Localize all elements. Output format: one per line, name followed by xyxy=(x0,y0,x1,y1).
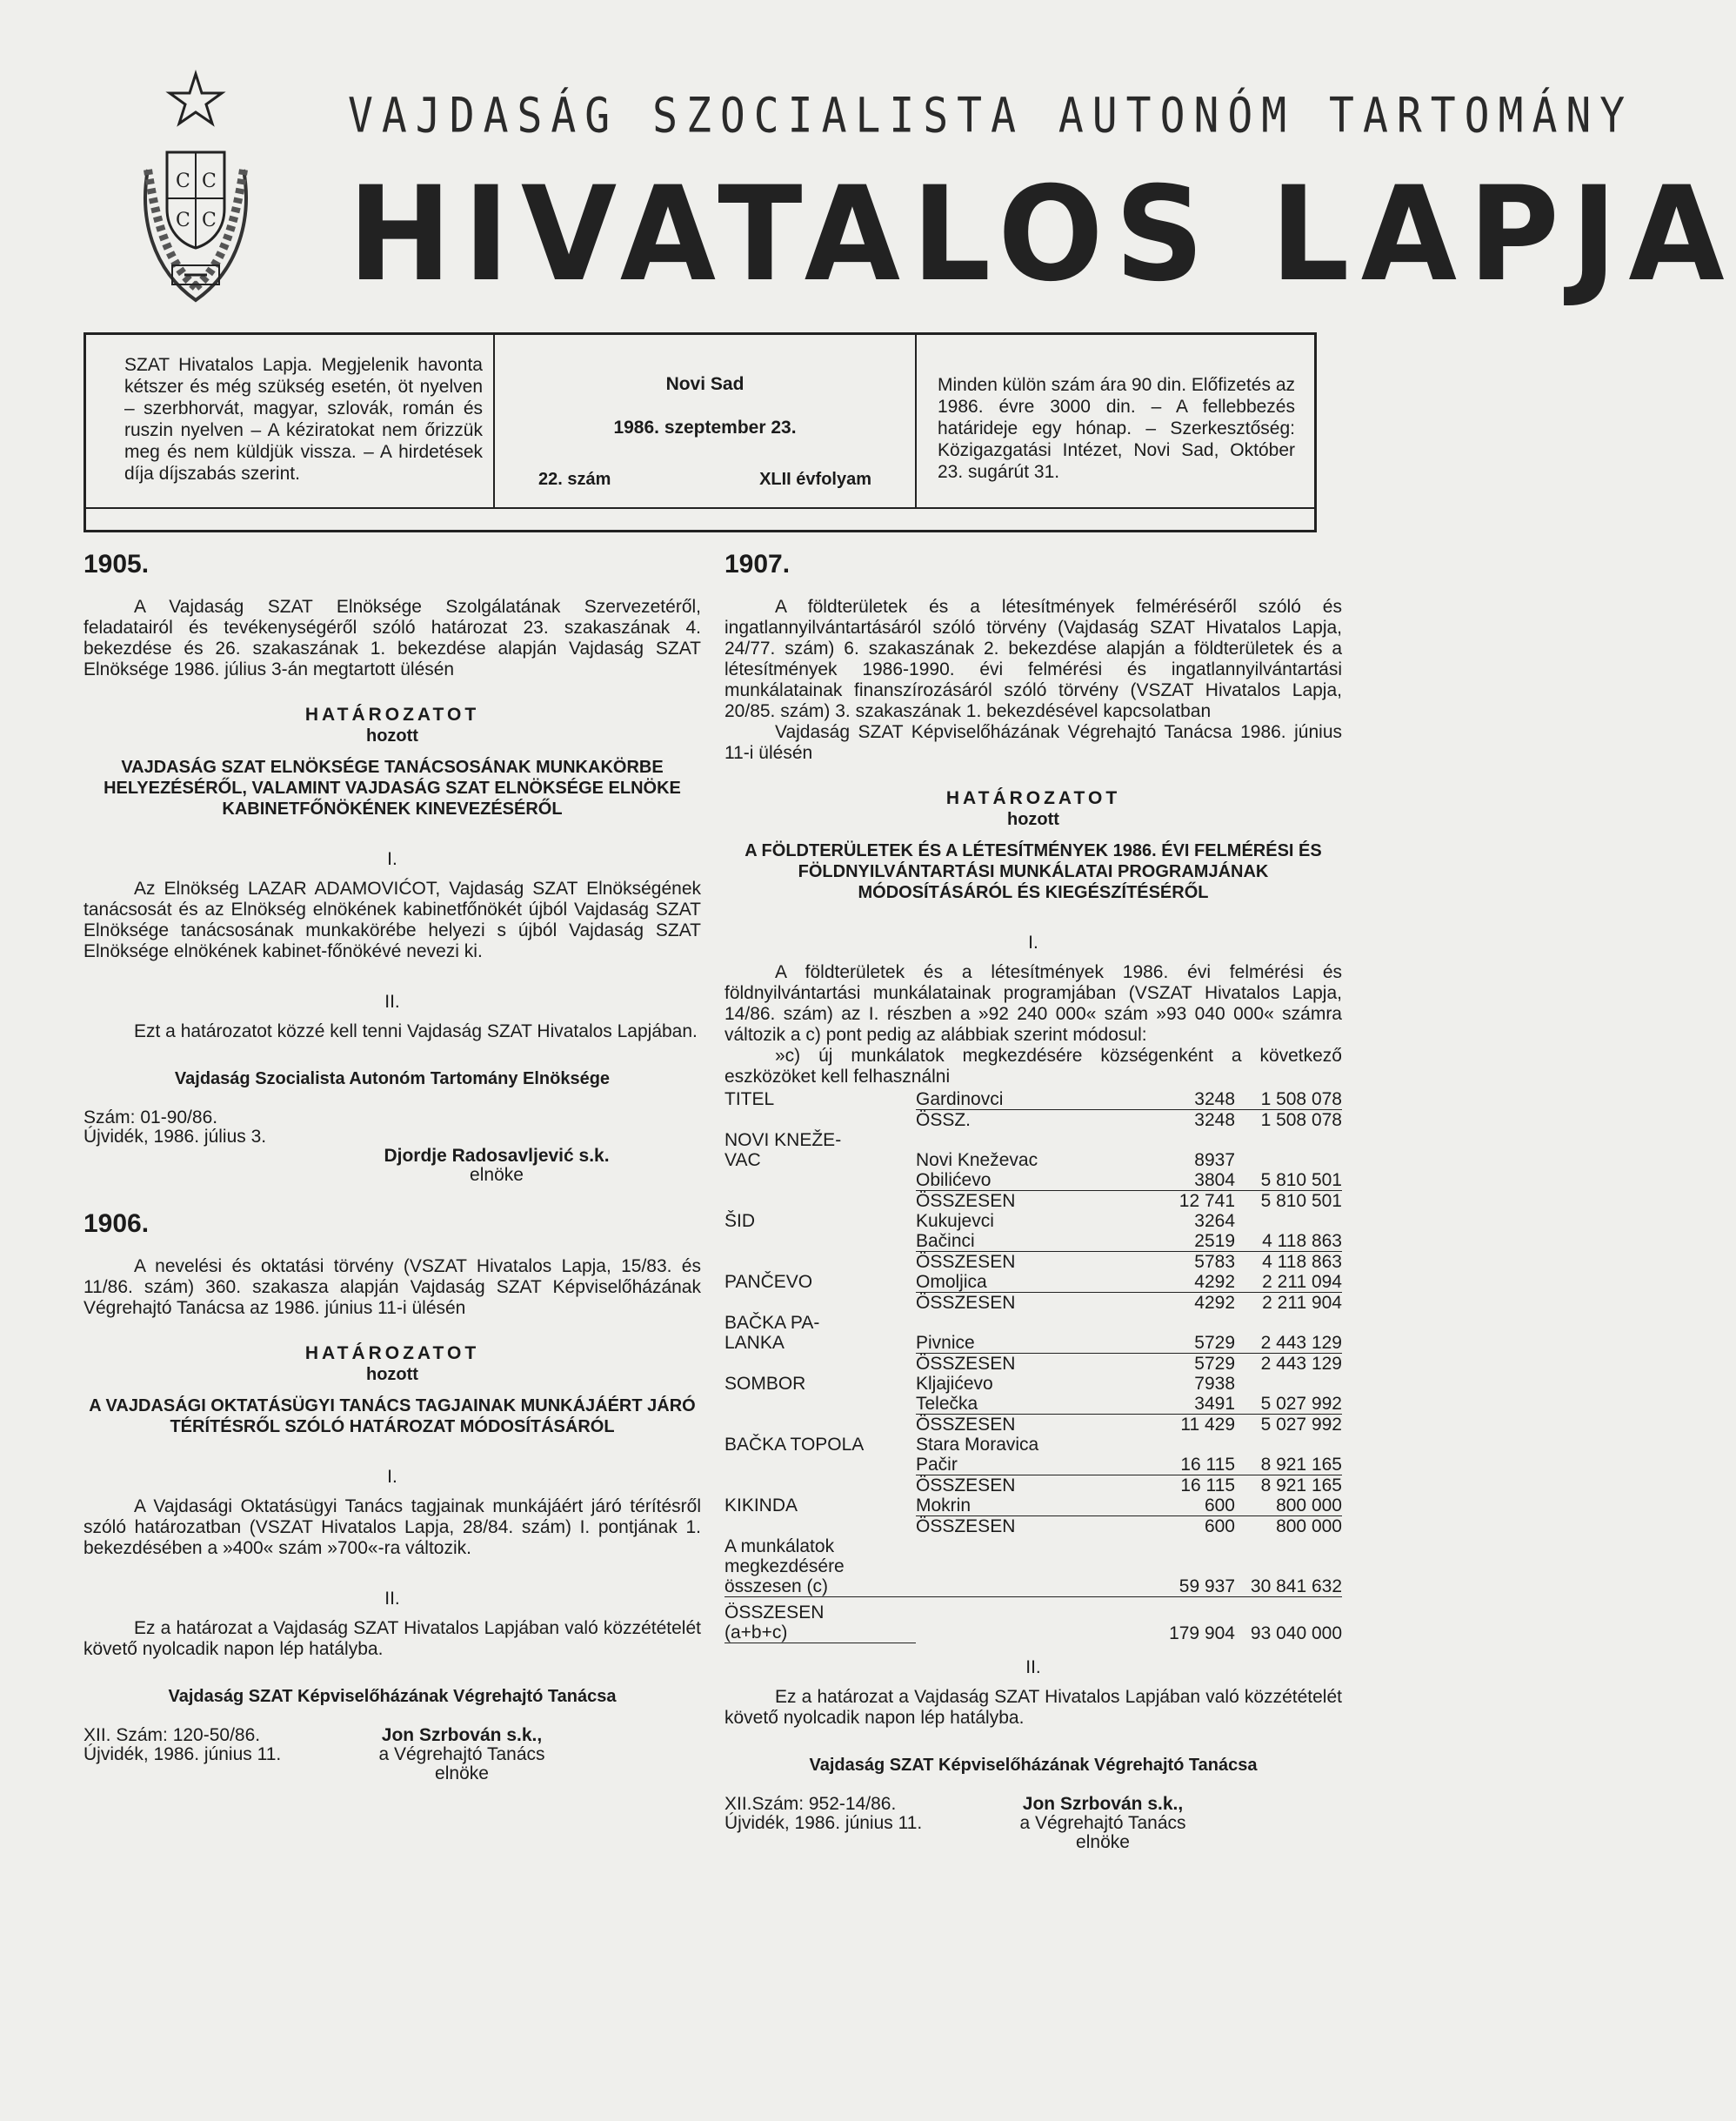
table-region-cell xyxy=(724,1110,916,1131)
doc-1907-issuer: Vajdaság SZAT Képviselőházának Végrehajtó Tanácsa xyxy=(809,1756,1258,1775)
svg-text:C: C xyxy=(202,210,217,231)
table-value-2-cell: 8 921 165 xyxy=(1242,1455,1342,1475)
table-value-2-cell: 4 118 863 xyxy=(1262,1252,1342,1272)
doc-1905-issuer: Vajdaság Szocialista Autonóm Tartomány Elnöksége xyxy=(174,1069,611,1088)
doc-1906-section-1: I. xyxy=(387,1467,397,1487)
table-value-2-cell: 5 027 992 xyxy=(1260,1415,1342,1435)
sum-all-label-2: (a+b+c) xyxy=(724,1623,788,1643)
table-place-cell: Omoljica xyxy=(916,1272,1142,1293)
doc-1906-hozott: hozott xyxy=(366,1365,418,1384)
doc-1905-intro: A Vajdaság SZAT Elnöksége Szolgálatának Szervezetéről, feladatairól és tevékenységéről szóló határozat 23. szakaszának 4. bekezdése és 26. szakaszának 1. bekezdése alapján Vajdaság SZAT Elnöksége 1986. július 3-án megtartott ülésén xyxy=(83,597,701,679)
table-value-2-cell xyxy=(1242,1435,1342,1455)
sum-c-spacer xyxy=(916,1536,1142,1597)
doc-1906-signer-role-1: a Végrehajtó Tanács xyxy=(378,1744,545,1764)
table-row xyxy=(724,1415,1342,1435)
table-region-cell: BAČKA PA- xyxy=(724,1313,820,1333)
table-value-1-cell: 4292 xyxy=(1194,1293,1235,1313)
doc-1907-title: A FÖLDTERÜLETEK ÉS A LÉTESÍTMÉNYEK 1986. ÉVI FELMÉRÉSI ÉS FÖLDNYILVÁNTARTÁSI MUNKÁLATAI PROGRAMJÁNAK MÓDOSÍTÁSÁRÓL ÉS KIEGÉSZÍTÉSÉRŐL xyxy=(744,841,1322,902)
table-region-cell xyxy=(724,1475,916,1496)
doc-1907-section-2: II. xyxy=(1025,1657,1041,1677)
table-value-2-cell: 2 211 094 xyxy=(1242,1272,1342,1293)
table-value-2-cell: 800 000 xyxy=(1276,1516,1342,1536)
sum-c-value-2: 30 841 632 xyxy=(1250,1576,1342,1596)
table-value-1-cell: 3491 xyxy=(1142,1394,1242,1415)
table-row xyxy=(724,1435,1342,1455)
doc-1907-para-1: A földterületek és a létesítmények 1986. évi felmérési és földnyilvántartási munkálatainak programjában (VSZAT Hivatalos Lapja, 14/86. szám) az I. részben a »92 240 000« szám »93 040 000« számra változik a c) pont pedig az alábbiak szerint módosul: xyxy=(724,962,1342,1045)
masthead-title xyxy=(348,159,1736,311)
table-row xyxy=(724,1170,1342,1191)
info-pricing-note: Minden külön szám ára 90 din. Előfizetés az 1986. évre 3000 din. – A fellebbezés határideje egy hónap. – Szerkesztőség: Közigazgatási Intézet, Novi Sad, Október 23. sugárút 31. xyxy=(917,335,1314,509)
table-place-cell: Novi Kneževac xyxy=(916,1150,1038,1170)
sum-c-value-1: 59 937 xyxy=(1178,1576,1235,1596)
table-place-cell: Gardinovci xyxy=(916,1089,1142,1110)
svg-text:C: C xyxy=(202,171,217,192)
table-value-1-cell: 12 741 xyxy=(1178,1191,1235,1211)
doc-1907-signer: Jon Szrbován s.k., xyxy=(1022,1794,1184,1814)
doc-1905-meta xyxy=(83,1108,701,1147)
doc-1905-title: VAJDASÁG SZAT ELNÖKSÉGE TANÁCSOSÁNAK MUNKAKÖRBE HELYEZÉSÉRŐL, VALAMINT VAJDASÁG SZAT ELNÖKSÉGE ELNÖKE KABINETFŐNÖKÉNEK KINEVEZÉSÉRŐL xyxy=(103,758,681,819)
table-row xyxy=(724,1272,1342,1293)
issue-volume: XLII évfolyam xyxy=(759,470,871,489)
table-value-2-cell: 1 508 078 xyxy=(1260,1110,1342,1130)
table-row xyxy=(724,1394,1342,1415)
doc-1905-para-2: Ezt a határozatot közzé kell tenni Vajdaság SZAT Hivatalos Lapjában. xyxy=(134,1021,698,1041)
doc-1905-para-1: Az Elnökség LAZAR ADAMOVIĆOT, Vajdaság SZAT Elnökségének tanácsosát és az Elnökség elnökének kabinetfőnökét újból Vajdaság SZAT Elnöksége tanácsosának munkakörébe helyezi s újból Vajdaság SZAT Elnöksége elnökének kabinet-főnökévé nevezi ki. xyxy=(83,879,701,961)
table-place-cell: ÖSSZESEN xyxy=(916,1191,1016,1211)
table-row xyxy=(724,1293,1342,1314)
table-place-cell: ÖSSZ. xyxy=(916,1110,971,1130)
sum-all-label-1: ÖSSZESEN xyxy=(724,1602,825,1623)
table-value-1-cell: 8937 xyxy=(1194,1150,1235,1170)
funding-table xyxy=(724,1089,1342,1643)
right-column xyxy=(724,550,1342,1864)
table-value-2-cell xyxy=(1242,1150,1342,1170)
table-place-cell: Bačinci xyxy=(916,1231,1142,1252)
table-row xyxy=(724,1374,1342,1394)
table-row xyxy=(724,1231,1342,1252)
info-publication-note: SZAT Hivatalos Lapja. Megjelenik havonta kétszer és még szükség esetén, öt nyelven – szerbhorvát, magyar, szlovák, román és ruszin nyelven – A kéziratokat nem őrizzük meg és nem küldjük vissza. – A hirdetések díja díjszabás szerint. xyxy=(86,335,495,509)
table-region-cell xyxy=(724,1415,916,1435)
doc-1907-signature xyxy=(959,1795,1246,1852)
doc-1907-place-date: Újvidék, 1986. június 11. xyxy=(724,1813,923,1833)
doc-1906-meta xyxy=(83,1726,281,1764)
doc-1906-title: A VAJDASÁGI OKTATÁSÜGYI TANÁCS TAGJAINAK MUNKÁJÁÉRT JÁRÓ TÉRÍTÉSRŐL SZÓLÓ HATÁROZAT MÓDOSÍTÁSÁRÓL xyxy=(89,1396,696,1436)
table-value-2-cell xyxy=(1242,1130,1342,1150)
masthead-title-text: HIVATALOS LAPJA xyxy=(348,159,1736,311)
table-row xyxy=(724,1475,1342,1496)
left-column xyxy=(83,550,701,1796)
table-region-cell xyxy=(724,1516,916,1537)
doc-1905-hozott: hozott xyxy=(366,726,418,746)
doc-1905-signer-role: elnöke xyxy=(470,1165,524,1185)
table-region-cell: BAČKA TOPOLA xyxy=(724,1435,865,1455)
table-row xyxy=(724,1089,1342,1110)
table-place-cell: Telečka xyxy=(916,1394,1142,1415)
table-value-1-cell: 4292 xyxy=(1142,1272,1242,1293)
table-value-1-cell: 16 115 xyxy=(1180,1475,1235,1495)
doc-1905-section-1: I. xyxy=(387,849,397,869)
table-place-cell: Pivnice xyxy=(916,1333,1142,1354)
issue-city: Novi Sad xyxy=(665,374,744,394)
table-place-cell: ÖSSZESEN xyxy=(916,1252,1016,1272)
table-value-2-cell: 8 921 165 xyxy=(1260,1475,1342,1495)
table-place-cell: Stara Moravica xyxy=(916,1435,1039,1455)
doc-1906-signer-role-2: elnöke xyxy=(435,1763,489,1783)
issue-number: 22. szám xyxy=(538,470,611,489)
table-value-1-cell xyxy=(1142,1130,1242,1150)
table-value-2-cell xyxy=(1242,1374,1342,1394)
table-row xyxy=(724,1130,1342,1150)
table-value-1-cell: 3248 xyxy=(1194,1110,1235,1130)
doc-1905-section-2: II. xyxy=(384,992,400,1012)
funding-table-body xyxy=(724,1089,1342,1536)
doc-1907-para-3: Ez a határozat a Vajdaság SZAT Hivatalos Lapjában való közzétételét követő nyolcadik napon lép hatályba. xyxy=(724,1687,1342,1728)
table-row xyxy=(724,1211,1342,1231)
table-value-2-cell: 5 810 501 xyxy=(1260,1191,1342,1211)
doc-1906-para-2: Ez a határozat a Vajdaság SZAT Hivatalos Lapjában való közzétételét követő nyolcadik napon lép hatályba. xyxy=(83,1618,701,1659)
doc-1907-footer xyxy=(724,1795,1342,1864)
table-row xyxy=(724,1333,1342,1354)
table-region-cell: PANČEVO xyxy=(724,1272,813,1292)
table-row xyxy=(724,1150,1342,1170)
coat-of-arms-icon xyxy=(130,70,261,318)
table-row xyxy=(724,1495,1342,1516)
table-value-2-cell: 5 810 501 xyxy=(1242,1170,1342,1191)
sum-all-label xyxy=(724,1597,916,1643)
table-place-cell: ÖSSZESEN xyxy=(916,1354,1016,1374)
table-value-2-cell xyxy=(1242,1211,1342,1231)
table-region-cell: NOVI KNEŽE- xyxy=(724,1130,842,1150)
table-value-1-cell: 600 xyxy=(1142,1495,1242,1516)
table-value-1-cell: 5729 xyxy=(1194,1354,1235,1374)
table-region-cell xyxy=(724,1170,916,1191)
doc-1907-signer-role-2: elnöke xyxy=(1076,1832,1130,1852)
doc-1906-ref: XII. Szám: 120-50/86. xyxy=(83,1725,261,1745)
doc-1907-section-1: I. xyxy=(1028,933,1038,953)
doc-1907-signer-role-1: a Végrehajtó Tanács xyxy=(1019,1813,1186,1833)
doc-1906-section-2: II. xyxy=(384,1589,400,1609)
table-value-2-cell: 1 508 078 xyxy=(1242,1089,1342,1110)
table-region-cell xyxy=(724,1354,916,1375)
table-row xyxy=(724,1516,1342,1537)
table-value-2-cell: 2 443 129 xyxy=(1260,1354,1342,1374)
table-value-1-cell xyxy=(1142,1313,1242,1333)
doc-1906-para-1: A Vajdasági Oktatásügyi Tanács tagjainak munkájáért járó térítésről szóló határozatban (VSZAT Hivatalos Lapja, 28/84. szám) I. pontjának 1. bekezdésében a »400« szám »700«-ra változik. xyxy=(83,1496,701,1558)
masthead-supertitle: VAJDASÁG SZOCIALISTA AUTONÓM TARTOMÁNY xyxy=(348,87,1634,144)
sum-c-row xyxy=(724,1536,1342,1597)
table-place-cell: ÖSSZESEN xyxy=(916,1415,1016,1435)
doc-1906-number: 1906. xyxy=(83,1209,150,1238)
table-region-cell: KIKINDA xyxy=(724,1495,798,1515)
sum-all-row xyxy=(724,1597,1342,1643)
info-issue-center xyxy=(495,335,917,509)
info-box xyxy=(83,332,1317,532)
doc-1907-hozott: hozott xyxy=(1007,810,1059,829)
table-value-2-cell: 4 118 863 xyxy=(1242,1231,1342,1252)
svg-text:C: C xyxy=(176,210,190,231)
table-region-cell: TITEL xyxy=(724,1089,775,1109)
table-region-cell xyxy=(724,1455,916,1475)
table-place-cell: Obilićevo xyxy=(916,1170,1142,1191)
table-place-cell: Pačir xyxy=(916,1455,1142,1475)
doc-1906-intro: A nevelési és oktatási törvény (VSZAT Hivatalos Lapja, 15/83. és 11/86. szám) 360. szakasza alapján Vajdaság SZAT Képviselőházának Végrehajtó Tanácsa az 1986. június 11-i ülésén xyxy=(83,1256,701,1318)
table-row xyxy=(724,1354,1342,1375)
doc-1905-number: 1905. xyxy=(83,550,150,579)
doc-1907-number: 1907. xyxy=(724,550,791,579)
table-place-cell: ÖSSZESEN xyxy=(916,1475,1016,1495)
table-region-cell xyxy=(724,1231,916,1252)
doc-1906-heading: HATÁROZATOT xyxy=(304,1343,480,1363)
table-row xyxy=(724,1110,1342,1131)
table-place-cell: Mokrin xyxy=(916,1495,1142,1516)
table-value-2-cell: 5 027 992 xyxy=(1242,1394,1342,1415)
doc-1907-intro-2: Vajdaság SZAT Képviselőházának Végrehajtó Tanácsa 1986. június 11-i ülésén xyxy=(724,722,1342,763)
doc-1907-meta xyxy=(724,1795,922,1833)
table-value-1-cell: 2519 xyxy=(1142,1231,1242,1252)
table-value-2-cell: 800 000 xyxy=(1242,1495,1342,1516)
table-region-cell: ŠID xyxy=(724,1211,756,1231)
table-place-cell: ÖSSZESEN xyxy=(916,1293,1016,1313)
sum-all-spacer xyxy=(916,1597,1142,1643)
table-value-1-cell: 11 429 xyxy=(1180,1415,1235,1435)
table-row xyxy=(724,1252,1342,1273)
table-value-1-cell xyxy=(1142,1435,1242,1455)
doc-1906-place-date: Újvidék, 1986. június 11. xyxy=(83,1744,282,1764)
doc-1907-intro-1: A földterületek és a létesítmények felméréséről szóló és ingatlannyilvántartásáról szóló törvény (Vajdaság SZAT Hivatalos Lapja, 24/77. szám) 6. szakaszának 2. bekezdése alapján a földterületek és a létesítmények 1986-1990. évi felmérési és ingatlannyilvántartási munkálatainak finanszírozásáról szóló törvény (VSZAT Hivatalos Lapja, 20/85. szám) 3. szakaszának 1. bekezdésével kapcsolatban xyxy=(724,597,1342,721)
doc-1905-signature xyxy=(292,1147,701,1185)
doc-1906-signature xyxy=(318,1726,605,1783)
table-value-1-cell: 16 115 xyxy=(1142,1455,1242,1475)
doc-1907-para-2: »c) új munkálatok megkezdésére községenként a következő eszközöket kell felhasználni xyxy=(724,1046,1342,1087)
table-region-cell xyxy=(724,1394,916,1415)
sum-c-label-1: A munkálatok xyxy=(724,1536,835,1556)
table-place-cell xyxy=(916,1313,1142,1333)
table-value-1-cell: 5729 xyxy=(1142,1333,1242,1354)
table-place-cell: ÖSSZESEN xyxy=(916,1516,1016,1536)
table-value-1-cell: 3264 xyxy=(1194,1211,1235,1231)
table-region-cell xyxy=(724,1293,916,1314)
doc-1907-heading: HATÁROZATOT xyxy=(945,788,1121,808)
table-value-1-cell: 7938 xyxy=(1194,1374,1235,1394)
doc-1906-issuer: Vajdaság SZAT Képviselőházának Végrehajtó Tanácsa xyxy=(168,1687,617,1706)
table-place-cell xyxy=(916,1130,1142,1150)
table-region-cell xyxy=(724,1252,916,1273)
table-region-cell xyxy=(724,1191,916,1212)
table-place-cell: Kljajićevo xyxy=(916,1374,993,1394)
funding-table-totals xyxy=(724,1536,1342,1643)
table-value-1-cell: 5783 xyxy=(1194,1252,1235,1272)
table-region-cell: SOMBOR xyxy=(724,1374,806,1394)
doc-1905-heading: HATÁROZATOT xyxy=(304,705,480,725)
table-row xyxy=(724,1191,1342,1212)
doc-1906-signer: Jon Szrbován s.k., xyxy=(381,1725,543,1745)
doc-1905-place-date: Újvidék, 1986. július 3. xyxy=(83,1127,267,1147)
table-value-2-cell: 2 443 129 xyxy=(1242,1333,1342,1354)
sum-c-label-2: megkezdésére xyxy=(724,1556,845,1576)
doc-1906-footer xyxy=(83,1726,701,1796)
sum-c-label xyxy=(724,1536,916,1597)
sum-all-value-1: 179 904 xyxy=(1142,1597,1242,1643)
doc-1905-ref: Szám: 01-90/86. xyxy=(83,1107,218,1127)
table-value-1-cell: 3248 xyxy=(1142,1089,1242,1110)
table-value-1-cell: 600 xyxy=(1204,1516,1235,1536)
sum-all-value-2: 93 040 000 xyxy=(1242,1597,1342,1643)
table-value-1-cell: 3804 xyxy=(1142,1170,1242,1191)
table-row xyxy=(724,1313,1342,1333)
sum-c-label-3: összesen (c) xyxy=(724,1576,829,1596)
svg-text:C: C xyxy=(176,171,190,192)
table-value-2-cell xyxy=(1242,1313,1342,1333)
doc-1907-ref: XII.Szám: 952-14/86. xyxy=(724,1794,897,1814)
table-value-2-cell: 2 211 904 xyxy=(1262,1293,1342,1313)
table-place-cell: Kukujevci xyxy=(916,1211,994,1231)
table-row xyxy=(724,1455,1342,1475)
issue-date: 1986. szeptember 23. xyxy=(613,418,797,438)
doc-1905-signer: Djordje Radosavljević s.k. xyxy=(384,1146,610,1166)
table-region-cell: VAC xyxy=(724,1150,761,1170)
table-region-cell: LANKA xyxy=(724,1333,785,1353)
